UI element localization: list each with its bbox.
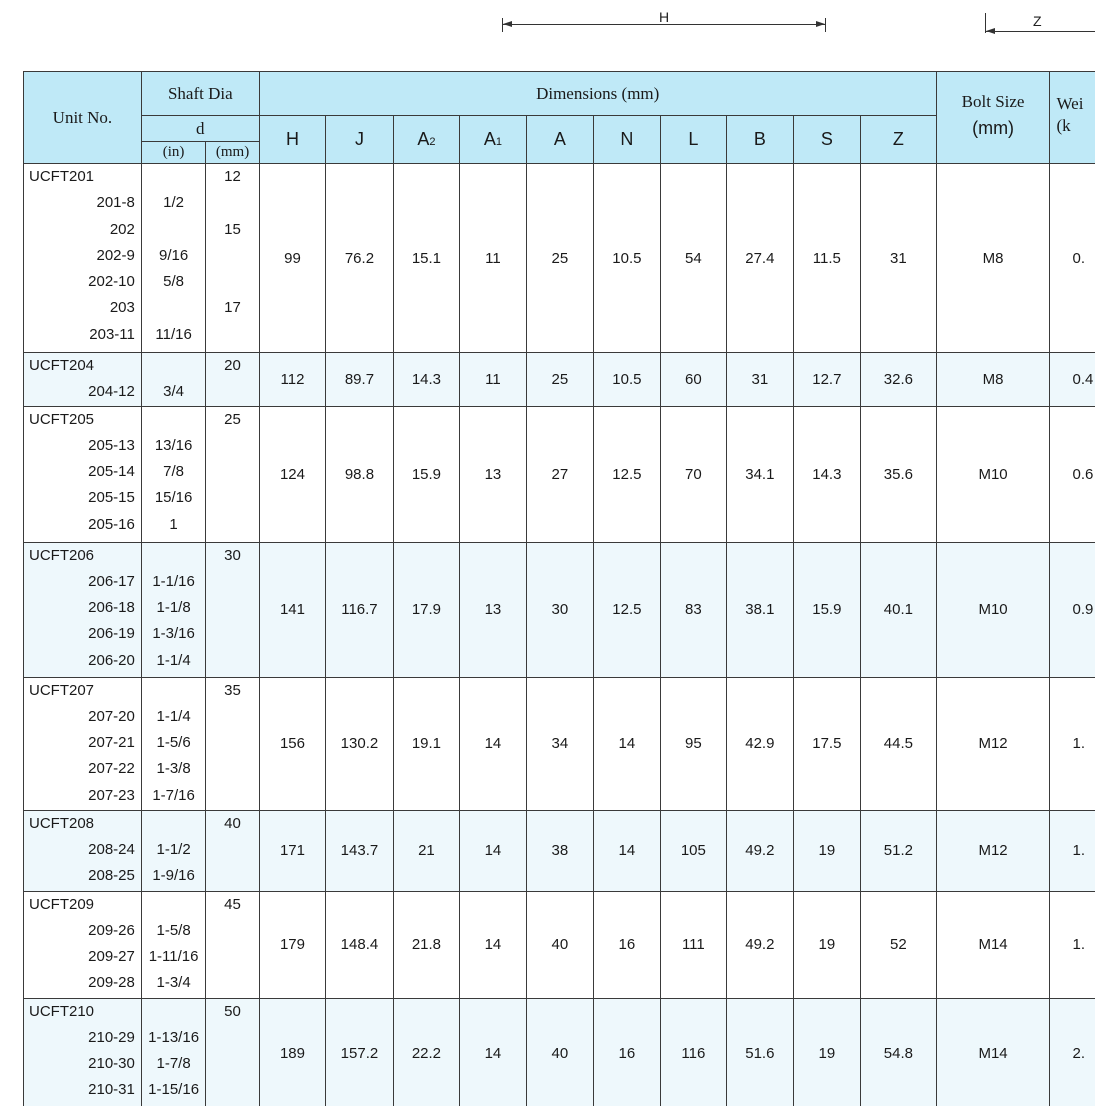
dim-n-cell: 16 [594,891,660,998]
shaft-in-cell-line [142,543,205,569]
unit-no-cell-line: 209-28 [88,974,135,992]
shaft-mm-cell [206,891,259,998]
dim-a-cell: 25 [526,164,593,353]
shaft-mm-cell-line [206,944,258,970]
table-row [24,891,1095,998]
shaft-mm-cell-line [206,512,258,538]
unit-no-cell-line: 208-24 [88,840,135,858]
weight-cell: 1. [1050,810,1095,891]
dim-n-cell: 10.5 [594,353,660,407]
unit-no-cell-line: 207-20 [88,707,135,725]
shaft-in-cell [141,891,205,998]
unit-no-cell-line: 201-8 [96,194,135,212]
dim-j-cell: 130.2 [326,677,393,810]
shaft-in-cell [141,353,205,407]
shaft-mm-cell-line [206,1025,258,1051]
shaft-mm-cell-line [206,459,258,485]
dim-a2-cell: 21.8 [393,891,459,998]
shaft-in-cell-line: 1-3/8 [156,760,191,778]
unit-no-cell-line: 202-9 [96,246,135,264]
bolt-size-cell: M8 [936,164,1050,353]
header-bolt-size [936,72,1050,164]
dim-b-cell: 49.2 [727,810,793,891]
shaft-mm-cell-line: 50 [224,1002,241,1020]
unit-no-cell [24,810,142,891]
unit-no-cell-line: 210-30 [88,1055,135,1073]
shaft-in-cell-line: 1-5/8 [156,921,191,939]
dim-n-cell: 14 [594,810,660,891]
header-col-z: Z [861,116,937,164]
dim-b-cell: 27.4 [727,164,793,353]
dim-a1-cell: 11 [460,353,526,407]
unit-no-cell-line: 204-12 [88,383,135,401]
unit-no-cell-line: 202-10 [88,273,135,291]
dim-j-cell: 148.4 [326,891,393,998]
header-bolt-unit: (mm) [972,118,1015,138]
dim-s-cell: 11.5 [793,164,860,353]
unit-no-cell-line: 207-23 [88,786,135,804]
dim-a1-cell: 14 [460,677,526,810]
shaft-mm-cell-line [206,269,258,295]
dim-a-cell: 25 [526,353,593,407]
shaft-mm-cell-line: 20 [224,357,241,374]
shaft-in-cell-line: 1-3/4 [156,974,191,992]
table-row [24,677,1095,810]
unit-no-cell-line: 208-25 [88,867,135,885]
dim-a-cell: 38 [526,810,593,891]
shaft-mm-cell-line [206,379,258,405]
unit-no-cell-line: 206-18 [88,599,135,617]
dim-l-cell: 105 [660,810,726,891]
table-row [24,542,1095,677]
dim-h-cell: 112 [259,353,325,407]
shaft-in-cell-line [142,353,205,379]
dim-a-cell: 34 [526,677,593,810]
dim-b-cell: 34.1 [727,406,793,542]
unit-no-cell-line: 203 [109,299,135,317]
shaft-in-cell [141,164,205,353]
unit-no-cell-line: 205-16 [88,515,135,533]
dim-b-cell: 49.2 [727,891,793,998]
dim-l-cell: 111 [660,891,726,998]
dim-a2-cell: 22.2 [393,998,459,1106]
header-d: d [141,116,259,142]
dim-a1-cell: 13 [460,542,526,677]
shaft-mm-cell [206,406,259,542]
shaft-mm-cell [206,542,259,677]
header-col-j: J [326,116,393,164]
dim-s-cell: 14.3 [793,406,860,542]
shaft-in-cell-line: 11/16 [155,325,192,343]
header-weight [1050,72,1095,164]
shaft-in-cell-line [142,217,205,243]
dim-n-cell: 14 [594,677,660,810]
shaft-mm-cell-line: 35 [224,681,241,699]
unit-no-cell-line: 205-15 [88,489,135,507]
shaft-mm-cell-line [206,756,258,782]
dim-z-cell: 54.8 [861,998,937,1106]
dimension-label-h: H [659,9,670,25]
unit-no-cell [24,164,142,353]
table-row [24,810,1095,891]
dim-j-cell: 98.8 [326,406,393,542]
weight-cell: 0.9 [1050,542,1095,677]
dim-a-cell: 40 [526,891,593,998]
dim-s-cell: 19 [793,891,860,998]
unit-no-cell-line: 209-27 [88,948,135,966]
shaft-mm-cell-line [206,863,258,889]
dim-h-cell: 141 [259,542,325,677]
unit-no-cell [24,677,142,810]
unit-no-cell-line: 203-11 [89,325,135,343]
bearing-spec-table [23,71,1095,1106]
bolt-size-cell: M12 [936,677,1050,810]
dim-a2-cell: 21 [393,810,459,891]
unit-no-cell-line: UCFT209 [29,895,95,913]
table-row [24,406,1095,542]
unit-no-cell-line: 210-29 [88,1028,135,1046]
shaft-mm-cell-line [206,1077,258,1103]
shaft-mm-cell-line [206,1051,258,1077]
unit-no-cell-line: 206-17 [88,572,135,590]
shaft-in-cell-line: 1-1/4 [156,651,191,669]
shaft-mm-cell-line [206,918,258,944]
header-col-a2: A2 [393,116,459,164]
shaft-mm-cell-line: 25 [224,410,241,428]
header-unit-no: Unit No. [24,72,142,164]
dim-a1-cell: 14 [460,998,526,1106]
shaft-in-cell [141,542,205,677]
bolt-size-cell: M14 [936,998,1050,1106]
shaft-in-cell [141,406,205,542]
shaft-in-cell-line: 3/4 [163,383,185,401]
dim-a-cell: 30 [526,542,593,677]
shaft-mm-cell-line: 17 [224,299,241,317]
shaft-mm-cell-line [206,783,258,809]
dim-n-cell: 10.5 [594,164,660,353]
bolt-size-cell: M12 [936,810,1050,891]
shaft-mm-cell-line: 45 [224,895,241,913]
shaft-in-cell-line: 1-15/16 [148,1081,200,1099]
unit-no-cell-line: UCFT208 [29,814,95,832]
dim-j-cell: 89.7 [326,353,393,407]
shaft-in-cell-line: 1 [169,515,178,533]
shaft-in-cell-line [142,892,205,918]
shaft-mm-cell-line [206,704,258,730]
dim-s-cell: 19 [793,998,860,1106]
header-shaft-dia: Shaft Dia [141,72,259,116]
weight-cell: 0.4 [1050,353,1095,407]
shaft-in-cell-line: 1-1/8 [156,599,191,617]
unit-no-cell-line: UCFT204 [29,357,95,374]
shaft-mm-cell-line [206,648,258,674]
unit-no-cell-line: UCFT205 [29,410,95,428]
dim-a2-cell: 17.9 [393,542,459,677]
shaft-mm-cell-line: 40 [224,814,241,832]
shaft-in-cell-line: 5/8 [163,273,185,291]
dim-z-cell: 35.6 [861,406,937,542]
bolt-size-cell: M10 [936,542,1050,677]
dim-h-cell: 156 [259,677,325,810]
weight-cell: 0. [1050,164,1095,353]
shaft-mm-cell-line [206,621,258,647]
shaft-mm-cell [206,810,259,891]
dim-n-cell: 12.5 [594,406,660,542]
dim-z-cell: 40.1 [861,542,937,677]
shaft-in-cell [141,677,205,810]
shaft-mm-cell [206,353,259,407]
shaft-mm-cell-line [206,485,258,511]
bolt-size-cell: M14 [936,891,1050,998]
dimension-label-z: Z [1033,13,1042,29]
shaft-in-cell-line: 1-3/16 [152,625,195,643]
header-col-l: L [660,116,726,164]
dim-l-cell: 116 [660,998,726,1106]
dim-l-cell: 54 [660,164,726,353]
unit-no-cell-line: 207-22 [88,760,135,778]
dim-z-cell: 52 [861,891,937,998]
unit-no-cell-line: 206-19 [88,625,135,643]
header-mm: (mm) [206,142,259,164]
dim-h-cell: 99 [259,164,325,353]
unit-no-cell [24,353,142,407]
unit-no-cell [24,891,142,998]
table-body [24,164,1095,1106]
dim-z-cell: 32.6 [861,353,937,407]
shaft-in-cell-line: 15/16 [154,489,193,507]
header-in: (in) [141,142,205,164]
dim-l-cell: 60 [660,353,726,407]
shaft-in-cell-line [142,678,205,704]
shaft-in-cell-line: 1-7/8 [156,1055,191,1073]
shaft-in-cell-line: 1-9/16 [152,867,195,885]
shaft-in-cell-line: 1-11/16 [148,948,199,966]
shaft-in-cell-line: 1-1/4 [156,707,191,725]
shaft-mm-cell-line [206,595,258,621]
dim-b-cell: 31 [727,353,793,407]
header-weight-unit: (k [1056,116,1071,135]
header-bolt-size-label: Bolt Size [961,92,1025,111]
dim-a2-cell: 15.1 [393,164,459,353]
unit-no-cell-line: 202 [109,220,135,238]
unit-no-cell [24,542,142,677]
shaft-in-cell-line [142,164,205,190]
unit-no-cell-line: 205-14 [88,463,135,481]
shaft-in-cell-line: 1/2 [163,194,185,212]
unit-no-cell [24,406,142,542]
unit-no-cell-line: UCFT207 [29,681,95,699]
dim-h-cell: 171 [259,810,325,891]
dim-b-cell: 42.9 [727,677,793,810]
unit-no-cell-line: 205-13 [88,436,135,454]
header-col-s: S [793,116,860,164]
shaft-mm-cell-line [206,569,258,595]
dim-a2-cell: 14.3 [393,353,459,407]
shaft-mm-cell-line: 12 [224,168,241,185]
dim-z-cell: 31 [861,164,937,353]
unit-no-cell-line: 206-20 [88,651,135,669]
shaft-mm-cell-line [206,322,258,348]
table-row [24,998,1095,1106]
shaft-mm-cell-line [206,433,258,459]
arrow-right-icon [816,21,825,27]
arrow-left-icon [503,21,512,27]
dim-l-cell: 95 [660,677,726,810]
dim-s-cell: 12.7 [793,353,860,407]
dim-a1-cell: 13 [460,406,526,542]
dim-z-cell: 51.2 [861,810,937,891]
dim-a2-cell: 19.1 [393,677,459,810]
shaft-mm-cell [206,677,259,810]
header-dimensions: Dimensions (mm) [259,72,936,116]
shaft-in-cell-line: 1-5/6 [156,734,191,752]
weight-cell: 1. [1050,891,1095,998]
shaft-in-cell-line: 9/16 [158,246,189,264]
weight-cell: 2. [1050,998,1095,1106]
dim-j-cell: 157.2 [326,998,393,1106]
header-col-h: H [259,116,325,164]
shaft-in-cell-line: 1-7/16 [152,786,195,804]
dim-j-cell: 76.2 [326,164,393,353]
dimension-line-z [985,31,1095,32]
shaft-mm-cell-line: 30 [224,546,241,564]
shaft-in-cell-line: 13/16 [154,436,193,454]
shaft-in-cell-line: 1-1/16 [152,572,195,590]
dim-s-cell: 15.9 [793,542,860,677]
header-weight-label: Wei [1056,94,1084,113]
dim-a1-cell: 14 [460,810,526,891]
shaft-in-cell-line [142,407,205,433]
shaft-mm-cell-line [206,837,258,863]
dim-h-cell: 179 [259,891,325,998]
unit-no-cell-line: 210-31 [88,1081,135,1099]
weight-cell: 0.6 [1050,406,1095,542]
spec-table-viewport [23,71,1095,1106]
shaft-mm-cell-line: 15 [224,220,241,238]
dim-j-cell: 143.7 [326,810,393,891]
bolt-size-cell: M8 [936,353,1050,407]
dim-a-cell: 40 [526,998,593,1106]
weight-cell: 1. [1050,677,1095,810]
unit-no-cell-line: 209-26 [88,921,135,939]
dim-h-cell: 124 [259,406,325,542]
header-col-n: N [594,116,660,164]
dim-a1-cell: 14 [460,891,526,998]
shaft-mm-cell [206,998,259,1106]
dim-a2-cell: 15.9 [393,406,459,542]
table-row [24,353,1095,407]
shaft-mm-cell-line [206,970,258,996]
table-row [24,164,1095,353]
header-col-a1: A1 [460,116,526,164]
arrow-left-icon [986,28,995,34]
shaft-in-cell-line [142,811,205,837]
shaft-mm-cell-line [206,190,258,216]
unit-no-cell-line: UCFT201 [29,168,95,185]
shaft-in-cell-line: 1-1/2 [156,840,191,858]
dim-a1-cell: 11 [460,164,526,353]
bolt-size-cell: M10 [936,406,1050,542]
dimension-tick [825,18,826,32]
shaft-mm-cell [206,164,259,353]
unit-no-cell-line: UCFT206 [29,546,95,564]
dim-l-cell: 70 [660,406,726,542]
shaft-in-cell [141,810,205,891]
shaft-mm-cell-line [206,730,258,756]
shaft-in-cell-line [142,999,205,1025]
shaft-mm-cell-line [206,243,258,269]
unit-no-cell-line: UCFT210 [29,1002,95,1020]
dim-l-cell: 83 [660,542,726,677]
dim-n-cell: 12.5 [594,542,660,677]
shaft-in-cell-line: 7/8 [163,463,185,481]
dim-n-cell: 16 [594,998,660,1106]
dim-j-cell: 116.7 [326,542,393,677]
unit-no-cell [24,998,142,1106]
dim-a-cell: 27 [526,406,593,542]
unit-no-cell-line: 207-21 [88,734,135,752]
dim-b-cell: 51.6 [727,998,793,1106]
header-col-b: B [727,116,793,164]
header-col-a: A [526,116,593,164]
dim-h-cell: 189 [259,998,325,1106]
dim-s-cell: 19 [793,810,860,891]
dim-s-cell: 17.5 [793,677,860,810]
dim-z-cell: 44.5 [861,677,937,810]
shaft-in-cell-line [142,295,205,321]
shaft-in-cell-line: 1-13/16 [148,1028,200,1046]
shaft-in-cell [141,998,205,1106]
dim-b-cell: 38.1 [727,542,793,677]
